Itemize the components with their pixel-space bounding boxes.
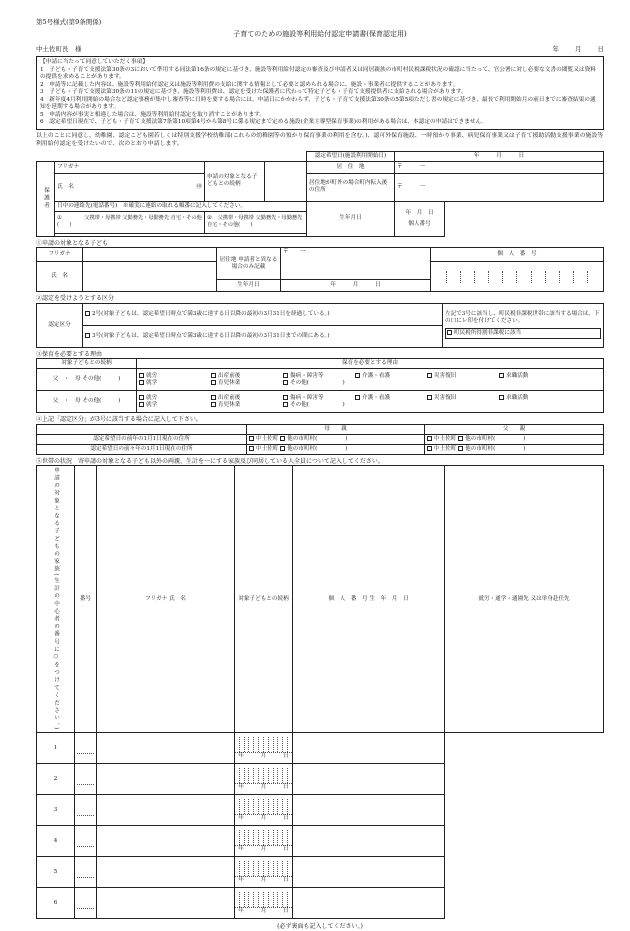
- reason-option[interactable]: 求職活動: [499, 373, 571, 380]
- family-work-field[interactable]: [293, 764, 445, 795]
- reason-option[interactable]: 就学: [139, 402, 211, 409]
- child-birth-label: 生年月日: [217, 280, 281, 292]
- family-num: 2: [37, 764, 75, 795]
- birth-and-no[interactable]: 年 月 日 個人番号: [395, 201, 445, 236]
- hope-date-label: 認定希望日(施設利用開始日): [307, 151, 395, 161]
- reason-option[interactable]: 就労: [139, 373, 211, 380]
- category-opt-3[interactable]: 3号(対象子どもは、認定希望日時点で満3歳に達する日以降の最初の3月31日までの間にある。): [83, 325, 443, 347]
- family-relation-field[interactable]: [97, 733, 235, 764]
- family-relation-field[interactable]: [97, 857, 235, 888]
- child-heading: ①申請の対象となる子ども: [36, 239, 109, 247]
- guardian-label: 保護者: [37, 161, 55, 236]
- notice-item: 1 子ども・子育て支援法第30条の3において準用する同法第16条の規定に基づき、施設等利用給付認定の審査及び申請者又は同居親族の市町村民税課税状況の確認に当たって、官公署に対し必要な文書の閲覧又は資料の提供を求めることがあります。: [40, 66, 596, 81]
- res-father-2[interactable]: 中土佐町 他の市町村( ): [425, 444, 604, 454]
- relation-label: 申請の対象となる子どもとの続柄: [205, 161, 265, 201]
- moving-addr-field[interactable]: 〒 一: [395, 173, 604, 201]
- reason-option[interactable]: 介護・看護: [355, 395, 427, 402]
- addressee: 中土佐町長 様: [36, 44, 82, 53]
- application-form: [36, 18, 604, 931]
- child-addr-label: 居住地 申請者と異なる場合のみ記載: [217, 248, 281, 280]
- family-num: 3: [37, 795, 75, 826]
- child-indiv-field[interactable]: [431, 262, 604, 292]
- reason-checks-1[interactable]: [137, 369, 604, 391]
- reason-col-reason: 保育を必要とする理由: [137, 359, 604, 369]
- family-indiv-field[interactable]: 年 月 日: [235, 826, 293, 857]
- family-relation-field[interactable]: [97, 826, 235, 857]
- seal-mark: ㊞: [196, 183, 202, 190]
- contact-2[interactable]: ② 父携帯・母携帯 父勤務先・母勤務先 自宅・その他( ): [205, 211, 307, 233]
- family-heading: ⑤世帯の状況 寄申請の対象となる子ども以外の両親、生計を一にする家族及び同居している人全員について記入してください。: [36, 457, 384, 465]
- contact-label: 日中の連絡先(電話番号) ※確実に連絡の取れる順番に記入してください。: [55, 201, 307, 211]
- relation-field[interactable]: [265, 161, 307, 201]
- contact-1[interactable]: ① 父携帯・母携帯 父勤務先・母勤務先 自宅・その他( ): [55, 211, 205, 233]
- family-work-field[interactable]: [293, 826, 445, 857]
- notice-item: 4 新年度4月利用開始の場合など認定事務が集中し審査等に日時を要する場合には、申請日にかかわらず、子ども・子育て支援法第30条の5第5項ただし書の規定に基づき、最長で利用開始月の前日までに審査結果の通知を延期する場合があります。: [40, 96, 596, 111]
- family-num: 6: [37, 888, 75, 919]
- tax-exempt-check[interactable]: 町民税所得割非課税に該当: [445, 328, 601, 339]
- family-num: 1: [37, 733, 75, 764]
- family-row: [37, 764, 604, 795]
- family-col: フリガナ 氏 名: [97, 466, 235, 733]
- family-row: [37, 857, 604, 888]
- category-heading: ②認定を受けようとする区分: [36, 295, 115, 303]
- guardian-furigana[interactable]: フリガナ: [55, 161, 205, 173]
- family-relation-field[interactable]: [97, 764, 235, 795]
- child-furigana-field[interactable]: [83, 248, 217, 262]
- category-label: 認定区分: [37, 303, 83, 347]
- family-row: [37, 795, 604, 826]
- child-birth-field[interactable]: 年 月 日: [281, 280, 431, 292]
- family-col: 就労・通学・通園先 又は単身赴任先: [445, 466, 604, 733]
- category-opt-2[interactable]: 2号(対象子どもは、認定希望日時点で満3歳に達する日以降の最初の3月31日を経過している。): [83, 303, 443, 325]
- reason-option[interactable]: 育児休業: [211, 380, 283, 387]
- notice-item: 6 認定希望日現在で、子ども・子育て支援法第7条第10項第4号から第8号に係る規定まで定める施設(企業主導型保育事業)の利用がある場合は、本認定の申請はできません。: [40, 119, 488, 126]
- reason-option[interactable]: その他( ): [283, 402, 355, 409]
- family-col: 個 人 番 号 生 年 月 日: [293, 466, 445, 733]
- family-indiv-field[interactable]: 年 月 日: [235, 857, 293, 888]
- family-indiv-field[interactable]: 年 月 日: [235, 888, 293, 919]
- family-num: 5: [37, 857, 75, 888]
- residence-table: [36, 424, 604, 455]
- reason-rel-2[interactable]: 父 ・ 母 その他( ): [37, 391, 137, 413]
- reason-option[interactable]: 出産前後: [211, 395, 283, 402]
- reason-option[interactable]: 求職活動: [499, 395, 571, 402]
- family-row: [37, 733, 604, 764]
- family-table: [36, 465, 604, 919]
- notice-heading: 【申請に当たって同意していただく事項】: [40, 59, 149, 65]
- reason-option[interactable]: 介護・看護: [355, 373, 427, 380]
- reason-option[interactable]: 出産前後: [211, 373, 283, 380]
- res-row-1: 認定希望日の前年の1月1日現在の住所: [37, 434, 247, 444]
- reason-option[interactable]: 傷病・障害等: [283, 395, 355, 402]
- mother-col: 母 親: [247, 424, 425, 434]
- category-note: 左記で3号に該当し、町民税非課税世帯に該当する場合は、下の口にレ印を付けてください。 町民税所得割非課税に該当: [443, 303, 604, 347]
- family-work-field[interactable]: [293, 733, 445, 764]
- guardian-name[interactable]: 氏 名 ㊞: [55, 173, 205, 201]
- reason-option[interactable]: 育児休業: [211, 402, 283, 409]
- res-mother-2[interactable]: 中土佐町 他の市町村( ): [247, 444, 425, 454]
- family-indiv-field[interactable]: 年 月 日: [235, 733, 293, 764]
- reason-checks-2[interactable]: [137, 391, 604, 413]
- family-row: [37, 888, 604, 919]
- reason-heading: ③保育を必要とする理由: [36, 350, 103, 358]
- reason-option[interactable]: その他( ): [283, 380, 355, 387]
- family-work-field[interactable]: [293, 888, 445, 919]
- family-relation-field[interactable]: [97, 795, 235, 826]
- reason-option[interactable]: 傷病・障害等: [283, 373, 355, 380]
- child-addr-field[interactable]: 〒 一: [281, 248, 431, 280]
- notice-item: 3 子ども・子育て支援法第30条の11の規定に基づき、施設等利用費は、認定を受けた保護者に代わって特定子ども・子育て支援提供者に支給される場合があります。: [40, 89, 467, 96]
- checkbox-icon[interactable]: [85, 311, 90, 316]
- category-table: [36, 303, 604, 348]
- family-work-field[interactable]: [293, 795, 445, 826]
- reason-option[interactable]: 就学: [139, 380, 211, 387]
- notice-item: 5 申請内容が事実と相違した場合は、施設等利用給付認定を取り消すことがあります。: [40, 111, 265, 118]
- residence-label: 居 住 地: [307, 161, 395, 173]
- child-table: [36, 247, 604, 292]
- family-name-field[interactable]: [75, 857, 97, 888]
- residence-field[interactable]: 〒 一: [395, 161, 604, 173]
- family-indiv-field[interactable]: 年 月 日: [235, 764, 293, 795]
- hope-date-field[interactable]: 年 月 日: [395, 151, 604, 161]
- father-col: 父 親: [425, 424, 604, 434]
- birth-label: 生年月日: [307, 201, 395, 236]
- addressee-row: [36, 45, 604, 53]
- checkbox-icon[interactable]: [85, 333, 90, 338]
- child-furigana-label: フリガナ: [37, 248, 83, 262]
- reason-option[interactable]: 就労: [139, 395, 211, 402]
- family-name-field[interactable]: [75, 888, 97, 919]
- moving-addr-label: 居住地が町外の場合町内転入後の住所: [307, 173, 395, 201]
- family-name-field[interactable]: [75, 733, 97, 764]
- family-row: [37, 826, 604, 857]
- family-relation-field[interactable]: [97, 888, 235, 919]
- reason-option[interactable]: 災害復旧: [427, 395, 499, 402]
- family-name-field[interactable]: [75, 826, 97, 857]
- guardian-table: [36, 151, 604, 237]
- family-num: 4: [37, 826, 75, 857]
- form-number: 第5号様式(第9条関係): [36, 18, 102, 26]
- family-indiv-field[interactable]: 年 月 日: [235, 795, 293, 826]
- family-name-field[interactable]: [75, 795, 97, 826]
- child-name-label: 氏 名: [37, 262, 83, 292]
- reason-rel-1[interactable]: 父 ・ 母 その他( ): [37, 369, 137, 391]
- family-col: 番号: [75, 466, 97, 733]
- residence-heading: ④上記「認定区分」が3号に該当する場合に記入して下さい。: [36, 416, 202, 424]
- notice-item: 2 申請等に記載した内容は、施設等利用給付認定又は施設等利用費の支給に関する情報として必要と認められる場合に、施設・事業者に提供することがあります。: [40, 81, 459, 88]
- reason-option[interactable]: 災害復旧: [427, 373, 499, 380]
- footer-note: (必ず裏面も記入してください。): [277, 923, 363, 931]
- form-title: 子育てのための施設等利用給付認定申請書(保育認定用): [233, 30, 407, 39]
- res-father-1[interactable]: 中土佐町 他の市町村( ): [425, 434, 604, 444]
- family-name-field[interactable]: [75, 764, 97, 795]
- res-mother-1[interactable]: 中土佐町 他の市町村( ): [247, 434, 425, 444]
- family-side-label: 申請の対象となる子どもの家族(生計の中心者の番号に○をつけてください。): [37, 466, 75, 733]
- application-date[interactable]: 年 月 日: [552, 44, 604, 53]
- consent-notice: [36, 56, 604, 130]
- reason-table: [36, 358, 604, 413]
- res-row-2: 認定希望日の前々年の1月1日現在の住所: [37, 444, 247, 454]
- child-name-field[interactable]: [83, 262, 217, 292]
- child-indiv-label: 個 人 番 号: [431, 248, 604, 262]
- family-work-field[interactable]: [293, 857, 445, 888]
- intro-text: 以上のことに同意し、幼稚園、認定こども園若しくは特別支援学校幼稚部(これらの幼稚園等の預かり保育事業の利用を含む。)、認可外保育施設、一時預かり事業、病児保育事業又は子育て援助活動支援事業の施設等利用給付認定を受けたいので、次のとおり申請します。: [36, 132, 604, 147]
- reason-col-rel: 対象子どもとの続柄: [37, 359, 137, 369]
- family-col: 対象子どもとの続柄: [235, 466, 293, 733]
